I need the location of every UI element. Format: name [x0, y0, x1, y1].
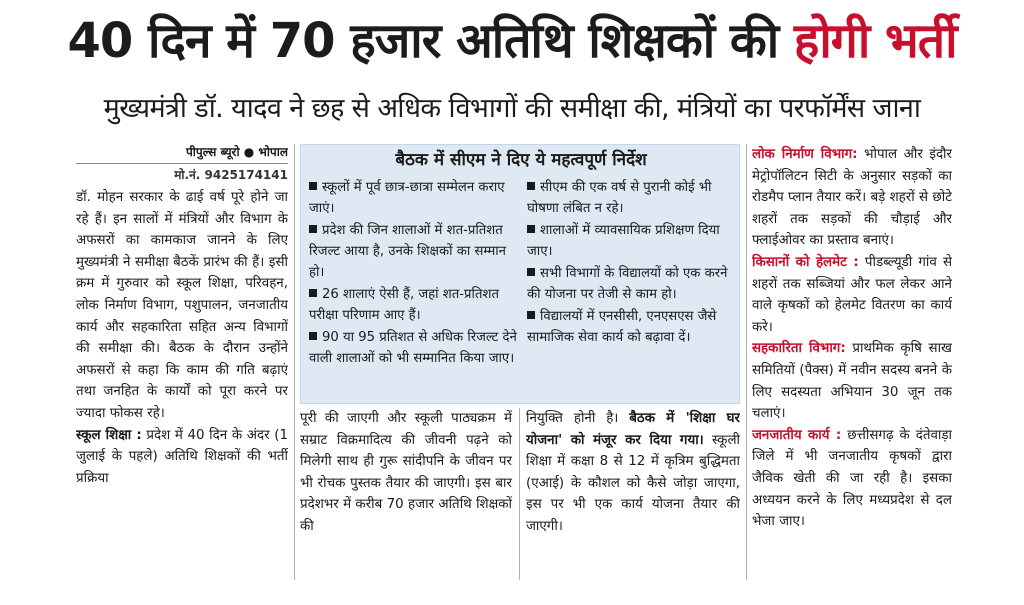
headline-main: 40 दिन में 70 हजार अतिथि शिक्षकों की — [67, 13, 779, 69]
directive-item: विद्यालयों में एनसीसी, एनएसएस जैसे सामाजिक सेवा कार्य को बढ़ावा दें। — [527, 309, 717, 345]
bullet-square-icon — [309, 332, 317, 340]
bullet-square-icon — [527, 182, 535, 190]
column-divider — [746, 144, 747, 580]
directive-item: सीएम की एक वर्ष से पुरानी कोई भी घोषणा लंबित न रहे। — [527, 180, 712, 216]
shiksha-paragraph: नियुक्ति होनी है। बैठक में 'शिक्षा घर योजना' को मंजूर कर दिया गया। स्कूली शिक्षा में कक्षा 8 से 12 में कृत्रिम बुद्धिमता (एआई) के कौशल को कैसे जोड़ा जाएगा, इस पर भी एक कार्य योजना तैयार की जाएगी। — [526, 411, 740, 534]
dept-label: किसानों को हेलमेट : — [752, 254, 859, 270]
column-intro — [76, 144, 288, 580]
reporter-mobile: मो.नं. 9425174141 — [174, 168, 288, 182]
directive-item: 90 या 95 प्रतिशत से अधिक रिजल्ट देने वाली शालाओं को भी सम्मानित किया जाए। — [309, 330, 517, 366]
dept-section: लोक निर्माण विभाग: भोपाल और इंदौर मेट्रोपॉलिटन सिटी के अनुसार सड़कों का रोडमैप प्लान तैयार करें। बड़े शहरों से छोटे शहरों तक सड़कों की चौड़ाई और फ्लाईओवर का प्रस्ताव बनाएं। — [752, 147, 952, 249]
dept-label: जनजातीय कार्य : — [752, 427, 842, 443]
subheadline: मुख्यमंत्री डॉ. यादव ने छह से अधिक विभागों की समीक्षा की, मंत्रियों का परफॉर्मेंस जाना — [103, 93, 921, 124]
directives-right-list — [527, 177, 733, 349]
column-continued — [300, 408, 512, 580]
dept-section: जनजातीय कार्य : छत्तीसगढ़ के दंतेवाड़ा जिले में भी जनजातीय कृषकों द्वारा जैविक खेती की जा रही है। इसका अध्ययन करने के लिए मध्यप्रदेश से दल भेजा जाए। — [752, 427, 952, 530]
dept-label: लोक निर्माण विभाग: — [752, 147, 858, 162]
directive-item: प्रदेश की जिन शालाओं में शत-प्रतिशत रिजल्ट आया है, उनके शिक्षकों का सम्मान हो। — [309, 223, 506, 280]
directives-box — [300, 144, 740, 404]
dept-section: किसानों को हेलमेट : पीडब्ल्यूडी गांव से शहरों तक सब्जियां और फल लेकर आने वाले कृषकों को हेलमेट वितरण का कार्य करे। — [752, 254, 952, 335]
bullet-square-icon — [309, 182, 317, 190]
school-paragraph — [76, 425, 288, 490]
school-label: स्कूल शिक्षा : — [76, 427, 142, 443]
directive-item: स्कूलों में पूर्व छात्र-छात्रा सम्मेलन कराए जाएं। — [309, 180, 505, 216]
directives-title: बैठक में सीएम ने दिए ये महत्वपूर्ण निर्देश — [395, 150, 647, 170]
column-divider — [294, 144, 295, 580]
shiksha-ghar-highlight: बैठक में 'शिक्षा घर योजना' को मंजूर कर दिया गया। — [526, 411, 740, 448]
bullet-square-icon — [309, 289, 317, 297]
directive-item: 26 शालाएं ऐसी हैं, जहां शत-प्रतिशत परीक्षा परिणाम आए हैं। — [309, 287, 499, 323]
bullet-square-icon — [527, 311, 535, 319]
school-text: प्रदेश में 40 दिन के अंदर (1 जुलाई के पहले) अतिथि शिक्षकों की भर्ती प्रक्रिया — [76, 427, 288, 486]
directives-left-list — [309, 177, 519, 370]
headline — [0, 4, 1024, 78]
continued-paragraph: पूरी की जाएगी और स्कूली पाठ्यक्रम में सम्राट विक्रमादित्य की जीवनी पढ़ने को मिलेगी साथ ही गुरू सांदीपनि के जीवन पर भी रोचक पुस्तक तैयार की जाएगी। इस बार प्रदेशभर में करीब 70 हजार अतिथि शिक्षकों की — [300, 411, 512, 534]
dept-label: सहकारिता विभाग: — [752, 341, 846, 357]
column-departments — [752, 144, 952, 580]
dept-section: सहकारिता विभाग: प्राथमिक कृषि साख समितियों (पैक्स) में नवीन सदस्य बनने के लिए सदस्यता अभियान 30 जून तक चलाएं। — [752, 341, 952, 422]
directive-item: शालाओं में व्यावसायिक प्रशिक्षण दिया जाए। — [527, 223, 720, 259]
intro-paragraph: डॉ. मोहन सरकार के ढाई वर्ष पूरे होने जा रहे हैं। इन सालों में मंत्रियों और विभाग के अफसरों का कामकाज जानने के लिए मुख्यमंत्री ने समीक्षा बैठकें प्रारंभ की हैं। इसी क्रम में गुरुवार को स्कूल शिक्षा, परिवहन, लोक निर्माण विभाग, पशुपालन, जनजातीय कार्य और सहकारिता सहित अन्य विभागों की समीक्षा की। बैठक के दौरान उन्होंने अफसरों से कहा कि काम की गति बढ़ाएं तथा जनहित के कार्यों को पूरा करने पर ज्यादा फोकस रहे। — [76, 190, 288, 421]
headline-highlight: होगी भर्ती — [793, 13, 957, 69]
directive-item: सभी विभागों के विद्यालयों को एक करने की योजना पर तेजी से काम हो। — [527, 266, 728, 302]
column-shiksha-ghar — [526, 408, 740, 580]
byline: पीपुल्स ब्यूरो ● भोपाल — [76, 144, 288, 164]
bullet-square-icon — [527, 225, 535, 233]
bullet-square-icon — [527, 268, 535, 276]
column-divider — [519, 408, 520, 580]
bullet-square-icon — [309, 225, 317, 233]
